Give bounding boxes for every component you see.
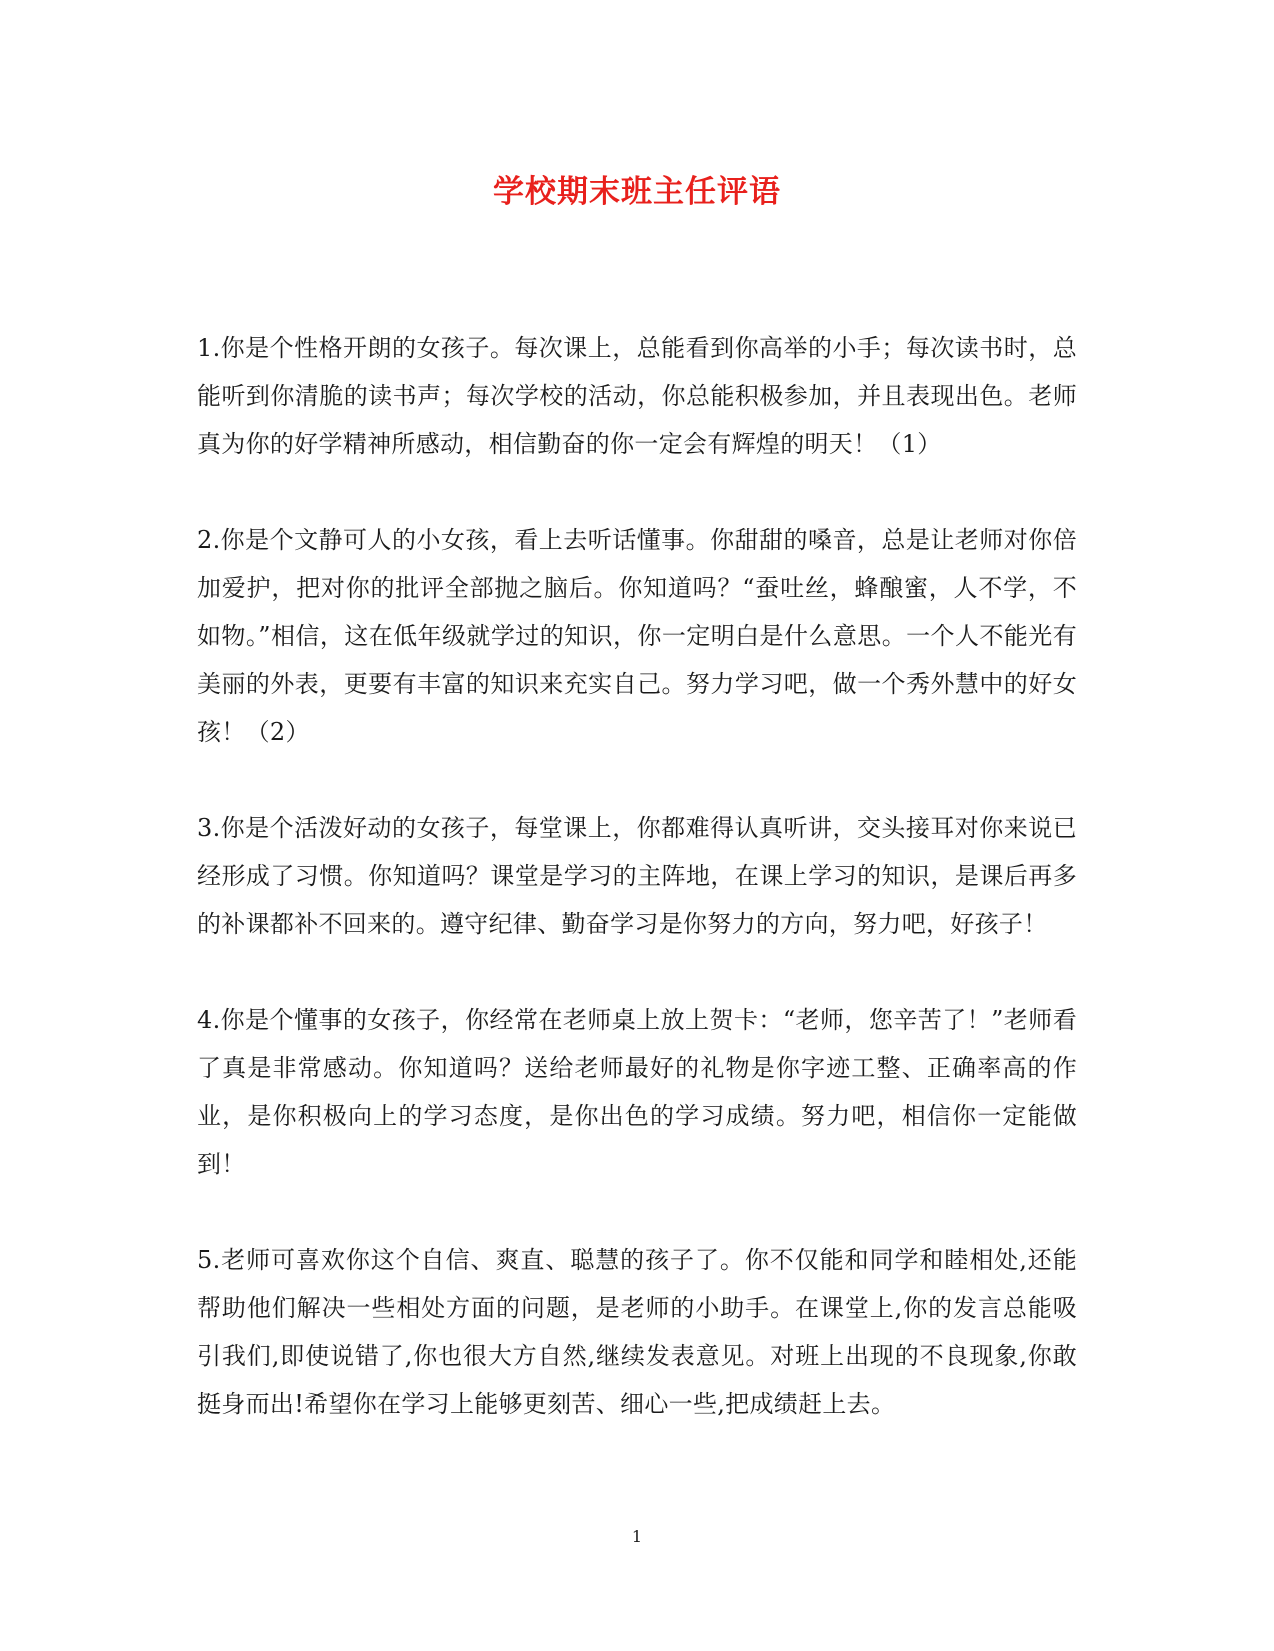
comment-paragraph-5: 5.老师可喜欢你这个自信、爽直、聪慧的孩子了。你不仅能和同学和睦相处,还能帮助他们解决一些相处方面的问题，是老师的小助手。在课堂上,你的发言总能吸引我们,即使说错了,你也很大方自然,继续发表意见。对班上出现的不良现象,你敢挺身而出!希望你在学习上能够更刻苦、细心一些,把成绩赶上去。 (197, 1246, 1077, 1418)
comment-paragraph-1: 1.你是个性格开朗的女孩子。每次课上，总能看到你高举的小手；每次读书时，总能听到你清脆的读书声；每次学校的活动，你总能积极参加，并且表现出色。老师真为你的好学精神所感动，相信勤奋的你一定会有辉煌的明天！（1） (197, 334, 1077, 458)
document-body (197, 324, 1077, 1428)
page-title: 学校期末班主任评语 (493, 174, 781, 210)
comment-paragraph-4: 4.你是个懂事的女孩子，你经常在老师桌上放上贺卡：“老师，您辛苦了！”老师看了真是非常感动。你知道吗？送给老师最好的礼物是你字迹工整、正确率高的作业，是你积极向上的学习态度，是你出色的学习成绩。努力吧，相信你一定能做到！ (197, 1006, 1077, 1178)
comment-paragraph-2: 2.你是个文静可人的小女孩，看上去听话懂事。你甜甜的嗓音，总是让老师对你倍加爱护，把对你的批评全部抛之脑后。你知道吗？“蚕吐丝，蜂酿蜜，人不学，不如物。”相信，这在低年级就学过的知识，你一定明白是什么意思。一个人不能光有美丽的外表，更要有丰富的知识来充实自己。努力学习吧，做一个秀外慧中的好女孩！（2） (197, 526, 1077, 746)
comment-paragraph-3: 3.你是个活泼好动的女孩子，每堂课上，你都难得认真听讲，交头接耳对你来说已经形成了习惯。你知道吗？课堂是学习的主阵地，在课上学习的知识，是课后再多的补课都补不回来的。遵守纪律、勤奋学习是你努力的方向，努力吧，好孩子！ (197, 814, 1077, 938)
page-number: 1 (631, 1527, 643, 1546)
